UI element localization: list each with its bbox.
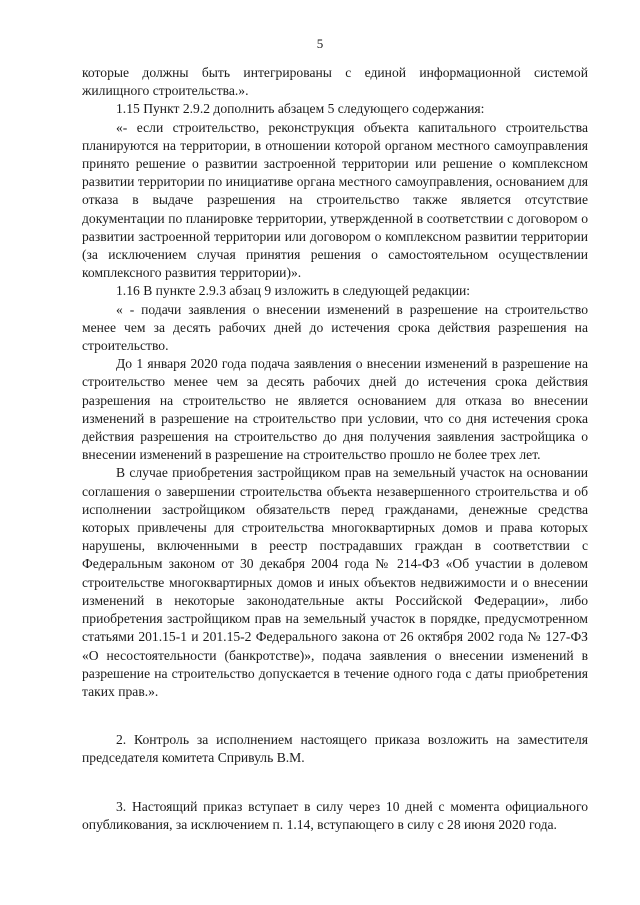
paragraph-2020-condition: До 1 января 2020 года подача заявления о внесении изменений в разрешение на строительство менее чем за десять рабочих дней до истечения срока действия разрешения на строительство не является основанием для отказа во внесении изменений в разрешение на строительство при условии, что со дня истечения срока действия разрешения на строительство до дня получения заявления застройщика о внесении изменений в разрешение на строительство прошло не более трех лет. <box>82 356 588 463</box>
paragraph-1-16-heading: 1.16 В пункте 2.9.3 абзац 9 изложить в следующей редакции: <box>116 283 471 299</box>
paragraph-1-16-text: « - подачи заявления о внесении изменений в разрешение на строительство менее чем за десять рабочих дней до истечения срока действия разрешения на строительство. <box>82 301 588 354</box>
paragraph-continuation: которые должны быть интегрированы с единой информационной системой жилищного строительства.». <box>82 65 588 99</box>
paragraph-item-2: 2. Контроль за исполнением настоящего приказа возложить на заместителя председателя комитета Спривуль В.М. <box>82 732 588 766</box>
paragraph-1-15-heading: 1.15 Пункт 2.9.2 дополнить абзацем 5 следующего содержания: <box>116 101 485 117</box>
paragraph-item-3: 3. Настоящий приказ вступает в силу через 10 дней с момента официального опубликования, за исключением п. 1.14, вступающего в силу с 28 июня 2020 года. <box>82 798 588 832</box>
document-body <box>82 64 588 834</box>
paragraph-1-15-text: «- если строительство, реконструкция объекта капитального строительства планируются на территории, в отношении которой органом местного самоуправления принято решение о развитии застроенной территории или решение о комплексном развитии территории по инициативе органа местного самоуправления, основанием для отказа в выдаче разрешения на строительство также является отсутствие документации по планировке территории, утвержденной в соответствии с договором о развитии застроенной территории или договором о комплексном развитии территории (за исключением случая принятия решения о самостоятельном осуществлении комплексного развития территории)». <box>82 119 588 281</box>
page-number: 5 <box>316 36 324 51</box>
paragraph-land-acquisition: В случае приобретения застройщиком прав на земельный участок на основании соглашения о завершении строительства объекта незавершенного строительства и об исполнении застройщиком обязательств перед гражданами, денежные средства которых привлечены для строительства многоквартирных домов и права которых нарушены, включенными в реестр пострадавших граждан в соответствии с Федеральным законом от 30 декабря 2004 года № 214-ФЗ «Об участии в долевом строительстве многоквартирных домов и иных объектов недвижимости и о внесении изменений в некоторые законодательные акты Российской Федерации», либо приобретения застройщиком прав на земельный участок в порядке, предусмотренном статьями 201.15-1 и 201.15-2 Федерального закона от 26 октября 2002 года № 127-ФЗ «О несостоятельности (банкротстве)», подача заявления о внесении изменений в разрешение на строительство допускается в течение одного года с даты приобретения таких прав.». <box>82 465 588 699</box>
